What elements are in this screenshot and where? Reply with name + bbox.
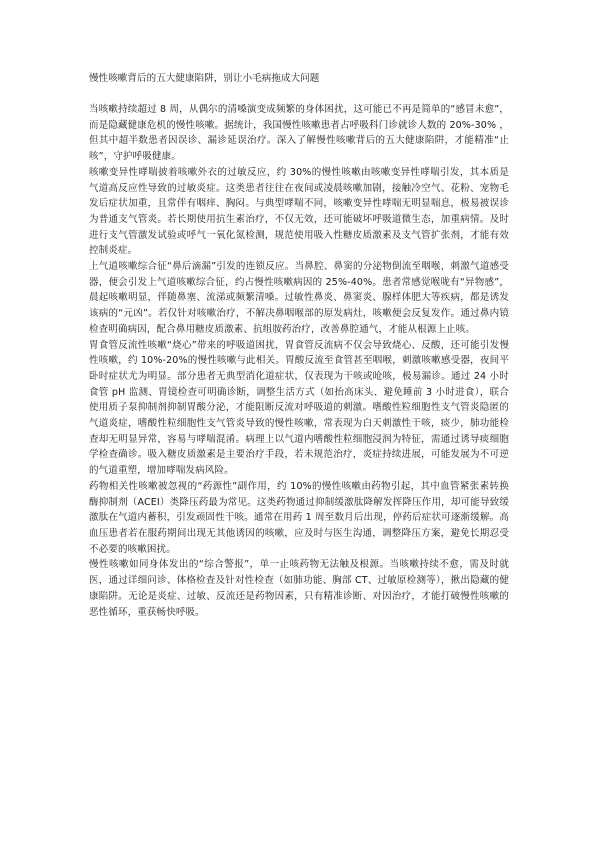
- paragraph-upper-airway-cough-syndrome: 上气道咳嗽综合征“鼻后滴漏”引发的连锁反应。当鼻腔、鼻窦的分泌物倒流至咽喉，刺激气道感受器，便会引发上气道咳嗽综合征，约占慢性咳嗽病因的 25%-40%。患者常感觉喉咙有“异物感”，晨起咳嗽明显，伴随鼻塞、流涕或频繁清嗓。过敏性鼻炎、鼻窦炎、腺样体肥大等疾病，都是诱发该病的“元凶”。若仅针对咳嗽治疗，不解决鼻咽喉部的原发病灶，咳嗽便会反复发作。通过鼻内镜检查明确病因，配合鼻用糖皮质激素、抗组胺药治疗，改善鼻腔通气，才能从根源上止咳。: [89, 261, 509, 335]
- document-title: 慢性咳嗽背后的五大健康陷阱，别让小毛病拖成大问题: [89, 73, 320, 84]
- document-body: [89, 102, 509, 620]
- paragraph-cough-variant-asthma: 咳嗽变异性哮喘披着咳嗽外衣的过敏反应，约 30%的慢性咳嗽由咳嗽变异性哮喘引发，其本质是气道高反应性导致的过敏炎症。这类患者往往在夜间或凌晨咳嗽加剧，接触冷空气、花粉、宠物毛发后症状加重，且常伴有咽痒、胸闷。与典型哮喘不同，咳嗽变异性哮喘无明显喘息，极易被误诊为普通支气管炎。若长期使用抗生素治疗，不仅无效，还可能破坏呼吸道微生态，加重病情。及时进行支气管激发试验或呼气一氧化氮检测，规范使用吸入性糖皮质激素及支气管扩张剂，才能有效控制炎症。: [89, 166, 509, 257]
- paragraph-drug-related-cough: 药物相关性咳嗽被忽视的“药源性”副作用，约 10%的慢性咳嗽由药物引起，其中血管紧张素转换酶抑制剂（ACEI）类降压药最为常见。这类药物通过抑制缓激肽降解发挥降压作用，却可能导致缓激肽在气道内蓄积，引发顽固性干咳。通常在用药 1 周至数月后出现，停药后症状可逐渐缓解。高血压患者若在服药期间出现无其他诱因的咳嗽，应及时与医生沟通，调整降压方案，避免长期忍受不必要的咳嗽困扰。: [89, 480, 509, 555]
- paragraph-gerd-cough-and-eosinophilic-bronchitis: 胃食管反流性咳嗽“烧心”带来的呼吸道困扰，胃食管反流病不仅会导致烧心、反酸，还可能引发慢性咳嗽，约 10%-20%的慢性咳嗽与此相关。胃酸反流至食管甚至咽喉，刺激咳嗽感受器，夜间平卧时症状尤为明显。部分患者无典型消化道症状，仅表现为干咳或呛咳，极易漏诊。通过 24 小时食管 pH 监测、胃镜检查可明确诊断，调整生活方式（如抬高床头、避免睡前 3 小时进食），联合使用质子泵抑制剂抑制胃酸分泌，才能阻断反流对呼吸道的刺激。嗜酸性粒细胞性支气管炎隐匿的气道炎症，嗜酸性粒细胞性支气管炎导致的慢性咳嗽，常表现为白天刺激性干咳，痰少，肺功能检查却无明显异常，容易与哮喘混淆。病理上以气道内嗜酸性粒细胞浸润为特征，需通过诱导痰细胞学检查确诊。吸入糖皮质激素是主要治疗手段，若未规范治疗，炎症持续进展，可能发展为不可逆的气道重塑，增加哮喘发病风险。: [89, 339, 509, 477]
- paragraph-intro: 当咳嗽持续超过 8 周，从偶尔的清嗓演变成频繁的身体困扰，这可能已不再是简单的“感冒未愈”，而是隐藏健康危机的慢性咳嗽。据统计，我国慢性咳嗽患者占呼吸科门诊就诊人数的 20%-30% ，但其中超半数患者因误诊、漏诊延误治疗。深入了解慢性咳嗽背后的五大健康陷阱，才能精准“止咳”，守护呼吸健康。: [89, 104, 509, 163]
- paragraph-conclusion: 慢性咳嗽如同身体发出的“综合警报”，单一止咳药物无法触及根源。当咳嗽持续不愈，需及时就医，通过详细问诊、体格检查及针对性检查（如肺功能、胸部 CT、过敏原检测等），揪出隐藏的健康陷阱。无论是炎症、过敏、反流还是药物因素，只有精准诊断、对因治疗，才能打破慢性咳嗽的恶性循环，重获畅快呼吸。: [89, 559, 509, 618]
